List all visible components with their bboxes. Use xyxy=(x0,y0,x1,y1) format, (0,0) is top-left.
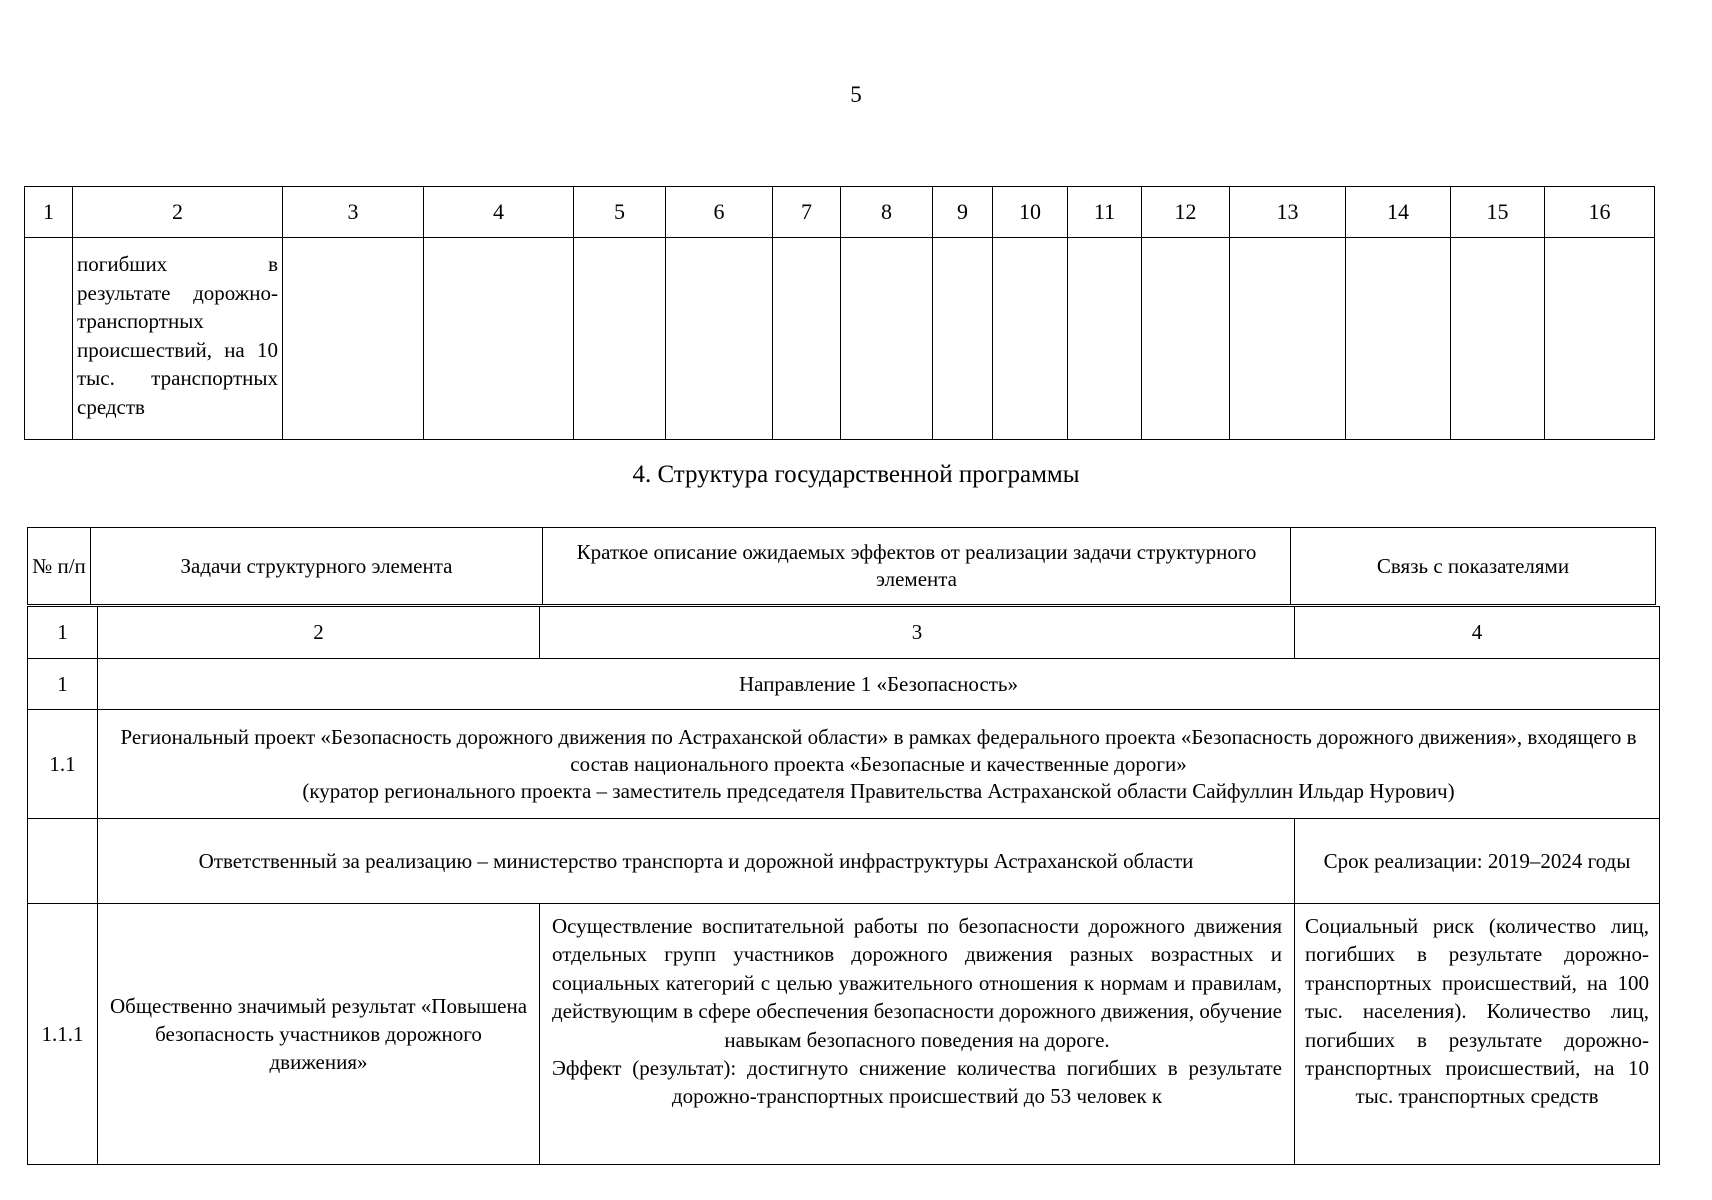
column-number: 10 xyxy=(993,187,1068,238)
column-number: 12 xyxy=(1142,187,1230,238)
direction-num: 1 xyxy=(28,659,98,710)
structure-table-header xyxy=(27,527,1656,605)
empty-cell xyxy=(1545,238,1655,440)
result-effect: Эффект (результат): достигнуто снижение количества погибших в результате дорожно-транспортных происшествий до 53 человек к xyxy=(552,1056,1282,1109)
column-number: 3 xyxy=(540,607,1295,659)
project-num: 1.1 xyxy=(28,710,98,819)
responsible-row xyxy=(28,819,1660,904)
empty-cell xyxy=(666,238,773,440)
column-number: 7 xyxy=(773,187,841,238)
column-number: 15 xyxy=(1451,187,1545,238)
result-num: 1.1.1 xyxy=(28,904,98,1165)
empty-cell xyxy=(1230,238,1346,440)
empty-cell xyxy=(25,238,73,440)
column-number: 1 xyxy=(25,187,73,238)
project-row xyxy=(28,710,1660,819)
column-number: 9 xyxy=(933,187,993,238)
header-effects: Краткое описание ожидаемых эффектов от реализации задачи структурного элемента xyxy=(543,528,1291,605)
empty-cell xyxy=(424,238,574,440)
column-number: 13 xyxy=(1230,187,1346,238)
result-indicators: Социальный риск (количество лиц, погибших в результате дорожно-транспортных происшествий, на 100 тыс. населения). Количество лиц, погибших в результате дорожно-транспортных происшествий, на 10 тыс. транспортных средств xyxy=(1295,904,1660,1165)
result-description-cell xyxy=(540,904,1295,1165)
column-number: 11 xyxy=(1068,187,1142,238)
table-row xyxy=(25,238,1655,440)
column-number: 3 xyxy=(283,187,424,238)
result-row xyxy=(28,904,1660,1165)
project-title: Региональный проект «Безопасность дорожного движения по Астраханской области» в рамках федерального проекта «Безопасность дорожного движения», входящего в состав национального проекта «Безопасные и качественные дороги» xyxy=(120,724,1637,776)
column-number: 5 xyxy=(574,187,666,238)
result-task: Общественно значимый результат «Повышена безопасность участников дорожного движения» xyxy=(98,904,540,1165)
header-num: № п/п xyxy=(28,528,91,605)
empty-cell xyxy=(993,238,1068,440)
project-description xyxy=(98,710,1660,819)
empty-cell xyxy=(28,819,98,904)
column-number: 14 xyxy=(1346,187,1451,238)
direction-title: Направление 1 «Безопасность» xyxy=(98,659,1660,710)
header-row xyxy=(28,528,1656,605)
project-curator: (куратор регионального проекта – заместитель председателя Правительства Астраханской области Сайфуллин Ильдар Нурович) xyxy=(302,778,1455,803)
implementation-term: Срок реализации: 2019–2024 годы xyxy=(1295,819,1660,904)
column-number: 2 xyxy=(98,607,540,659)
empty-cell xyxy=(773,238,841,440)
column-number: 16 xyxy=(1545,187,1655,238)
empty-cell xyxy=(1142,238,1230,440)
empty-cell xyxy=(841,238,933,440)
column-numbers-row xyxy=(28,607,1660,659)
column-number: 1 xyxy=(28,607,98,659)
page-number: 5 xyxy=(850,82,862,107)
indicators-table-continuation xyxy=(24,186,1655,440)
structure-table-body xyxy=(27,606,1660,1165)
section-title: 4. Структура государственной программы xyxy=(632,461,1080,488)
direction-row xyxy=(28,659,1660,710)
empty-cell xyxy=(574,238,666,440)
column-number: 4 xyxy=(424,187,574,238)
indicator-label: погибших в результате дорожно-транспортных происшествий, на 10 тыс. транспортных средств xyxy=(73,238,283,440)
column-numbers-row xyxy=(25,187,1655,238)
header-tasks: Задачи структурного элемента xyxy=(91,528,543,605)
header-link: Связь с показателями xyxy=(1291,528,1656,605)
empty-cell xyxy=(933,238,993,440)
empty-cell xyxy=(1068,238,1142,440)
empty-cell xyxy=(283,238,424,440)
result-description: Осуществление воспитательной работы по безопасности дорожного движения отдельных групп участников дорожного движения разных возрастных и социальных категорий с целью уважительного отношения к нормам и правилам, действующим в сфере обеспечения безопасности дорожного движения, обучение навыкам безопасного поведения на дороге. xyxy=(552,914,1282,1052)
column-number: 4 xyxy=(1295,607,1660,659)
empty-cell xyxy=(1451,238,1545,440)
column-number: 8 xyxy=(841,187,933,238)
column-number: 2 xyxy=(73,187,283,238)
responsible-text: Ответственный за реализацию – министерство транспорта и дорожной инфраструктуры Астраханской области xyxy=(98,819,1295,904)
column-number: 6 xyxy=(666,187,773,238)
empty-cell xyxy=(1346,238,1451,440)
